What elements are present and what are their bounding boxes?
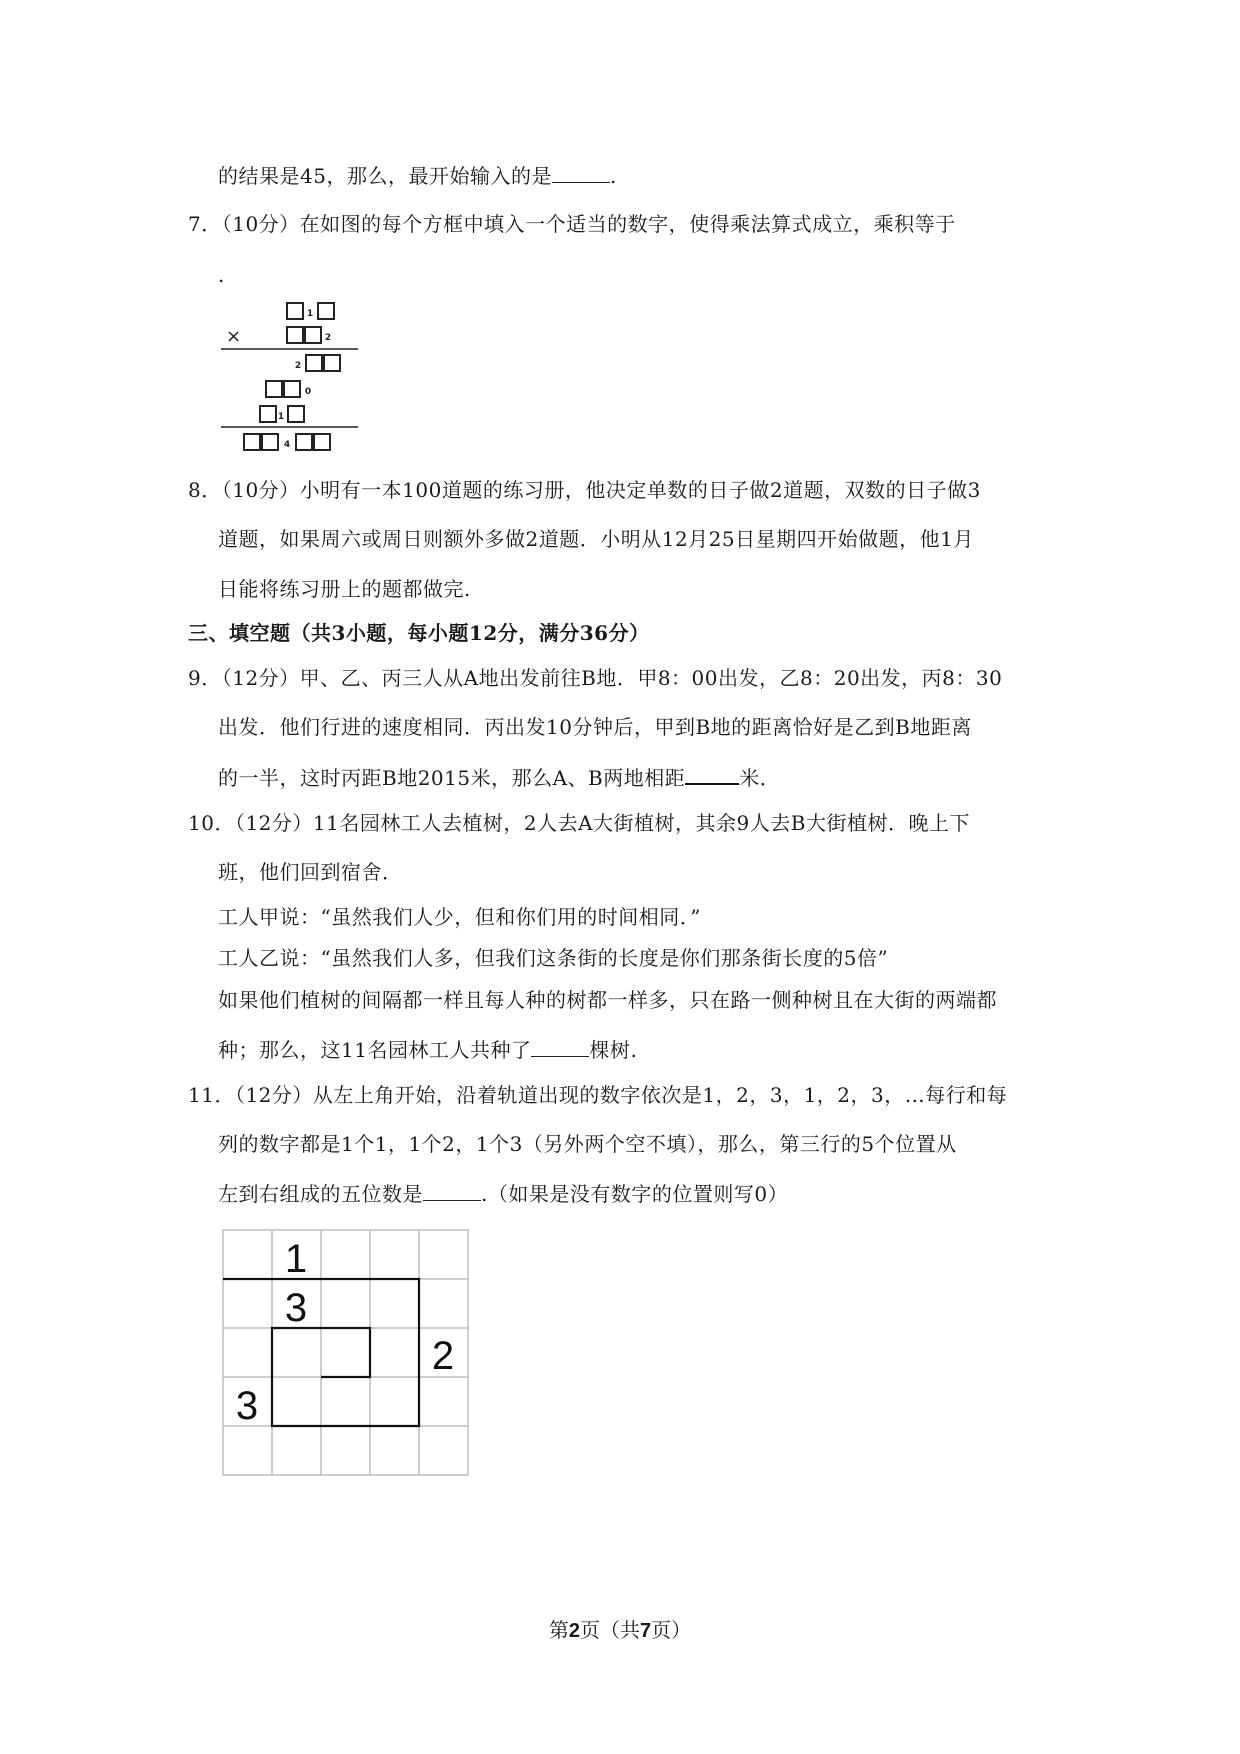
q10-line5: 如果他们植树的间隔都一样且每人种的树都一样多，只在路一侧种树且在大街的两端都 — [218, 988, 997, 1012]
digit: 1 — [306, 309, 314, 319]
q6-tail: 的结果是45，那么，最开始输入的是 . — [218, 164, 617, 188]
track-grid-figure — [222, 1229, 472, 1479]
box — [324, 355, 340, 371]
grid-number: 3 — [235, 1384, 259, 1428]
section-3-heading: 三、填空题（共3小题，每小题12分，满分36分） — [188, 621, 650, 645]
q10-line3: 工人甲说：“虽然我们人少，但和你们用的时间相同．” — [218, 905, 701, 929]
grid-number: 3 — [284, 1286, 308, 1330]
q9-line3: 的一半，这时丙距B地2015米，那么A、B两地相距 米． — [218, 763, 780, 791]
q10-line2: 班，他们回到宿舍． — [218, 860, 403, 884]
q9-line1: 9．（12分）甲、乙、丙三人从A地出发前往B地．甲8：00出发，乙8：20出发，丙8：30 — [188, 666, 1003, 690]
box — [296, 434, 312, 450]
digit: 2 — [324, 333, 332, 343]
q8-line1: 8．（10分）小明有一本100道题的练习册，他决定单数的日子做2道题，双数的日子做3 — [188, 478, 981, 502]
q11-line3: 左到右组成的五位数是 .（如果是没有数字的位置则写0） — [218, 1182, 789, 1206]
box — [244, 434, 260, 450]
box — [314, 434, 330, 450]
q8-line2: 道题，如果周六或周日则额外多做2道题．小明从12月25日星期四开始做题，他1月 — [218, 527, 974, 551]
q10-answer-blank[interactable] — [531, 1036, 589, 1057]
q9-answer-blank[interactable] — [685, 763, 739, 785]
q11-line2: 列的数字都是1个1，1个2，1个3（另外两个空不填），那么，第三行的5个位置从 — [218, 1132, 957, 1156]
grid-number: 2 — [431, 1334, 455, 1378]
q11-answer-blank[interactable] — [423, 1180, 481, 1201]
q10-line4: 工人乙说：“虽然我们人多，但我们这条街的长度是你们那条街长度的5倍” — [218, 946, 889, 970]
digit: 1 — [277, 412, 285, 422]
q10-line1: 10．（12分）11名园林工人去植树，2人去A大街植树，其余9人去B大街植树．晚上下 — [188, 811, 970, 835]
box — [260, 406, 276, 422]
digit: 0 — [304, 387, 312, 397]
page-footer: 第2页（共7页） — [548, 1618, 692, 1642]
box — [288, 406, 304, 422]
box — [266, 381, 282, 397]
box — [306, 355, 322, 371]
q7-line2: . — [218, 263, 225, 287]
box — [318, 303, 334, 319]
box — [287, 303, 303, 319]
box — [305, 327, 321, 343]
box — [284, 381, 300, 397]
q11-line1: 11．（12分）从左上角开始，沿着轨道出现的数字依次是1，2，3，1，2，3，…每行和每 — [188, 1083, 1008, 1107]
times-sign: × — [226, 326, 242, 347]
multiplication-figure — [218, 300, 368, 460]
q10-line6: 种；那么，这11名园林工人共种了 棵树. — [218, 1038, 638, 1062]
box — [262, 434, 278, 450]
digit: 4 — [283, 440, 291, 450]
q8-line3: 日能将练习册上的题都做完. — [218, 577, 471, 601]
q7-line1: 7．（10分）在如图的每个方框中填入一个适当的数字，使得乘法算式成立，乘积等于 — [188, 212, 956, 236]
digit: 2 — [294, 361, 302, 371]
grid-number: 1 — [284, 1237, 308, 1281]
q9-line2: 出发．他们行进的速度相同．丙出发10分钟后，甲到B地的距离恰好是乙到B地距离 — [218, 715, 972, 739]
box — [287, 327, 303, 343]
q6-answer-blank[interactable] — [552, 162, 610, 183]
